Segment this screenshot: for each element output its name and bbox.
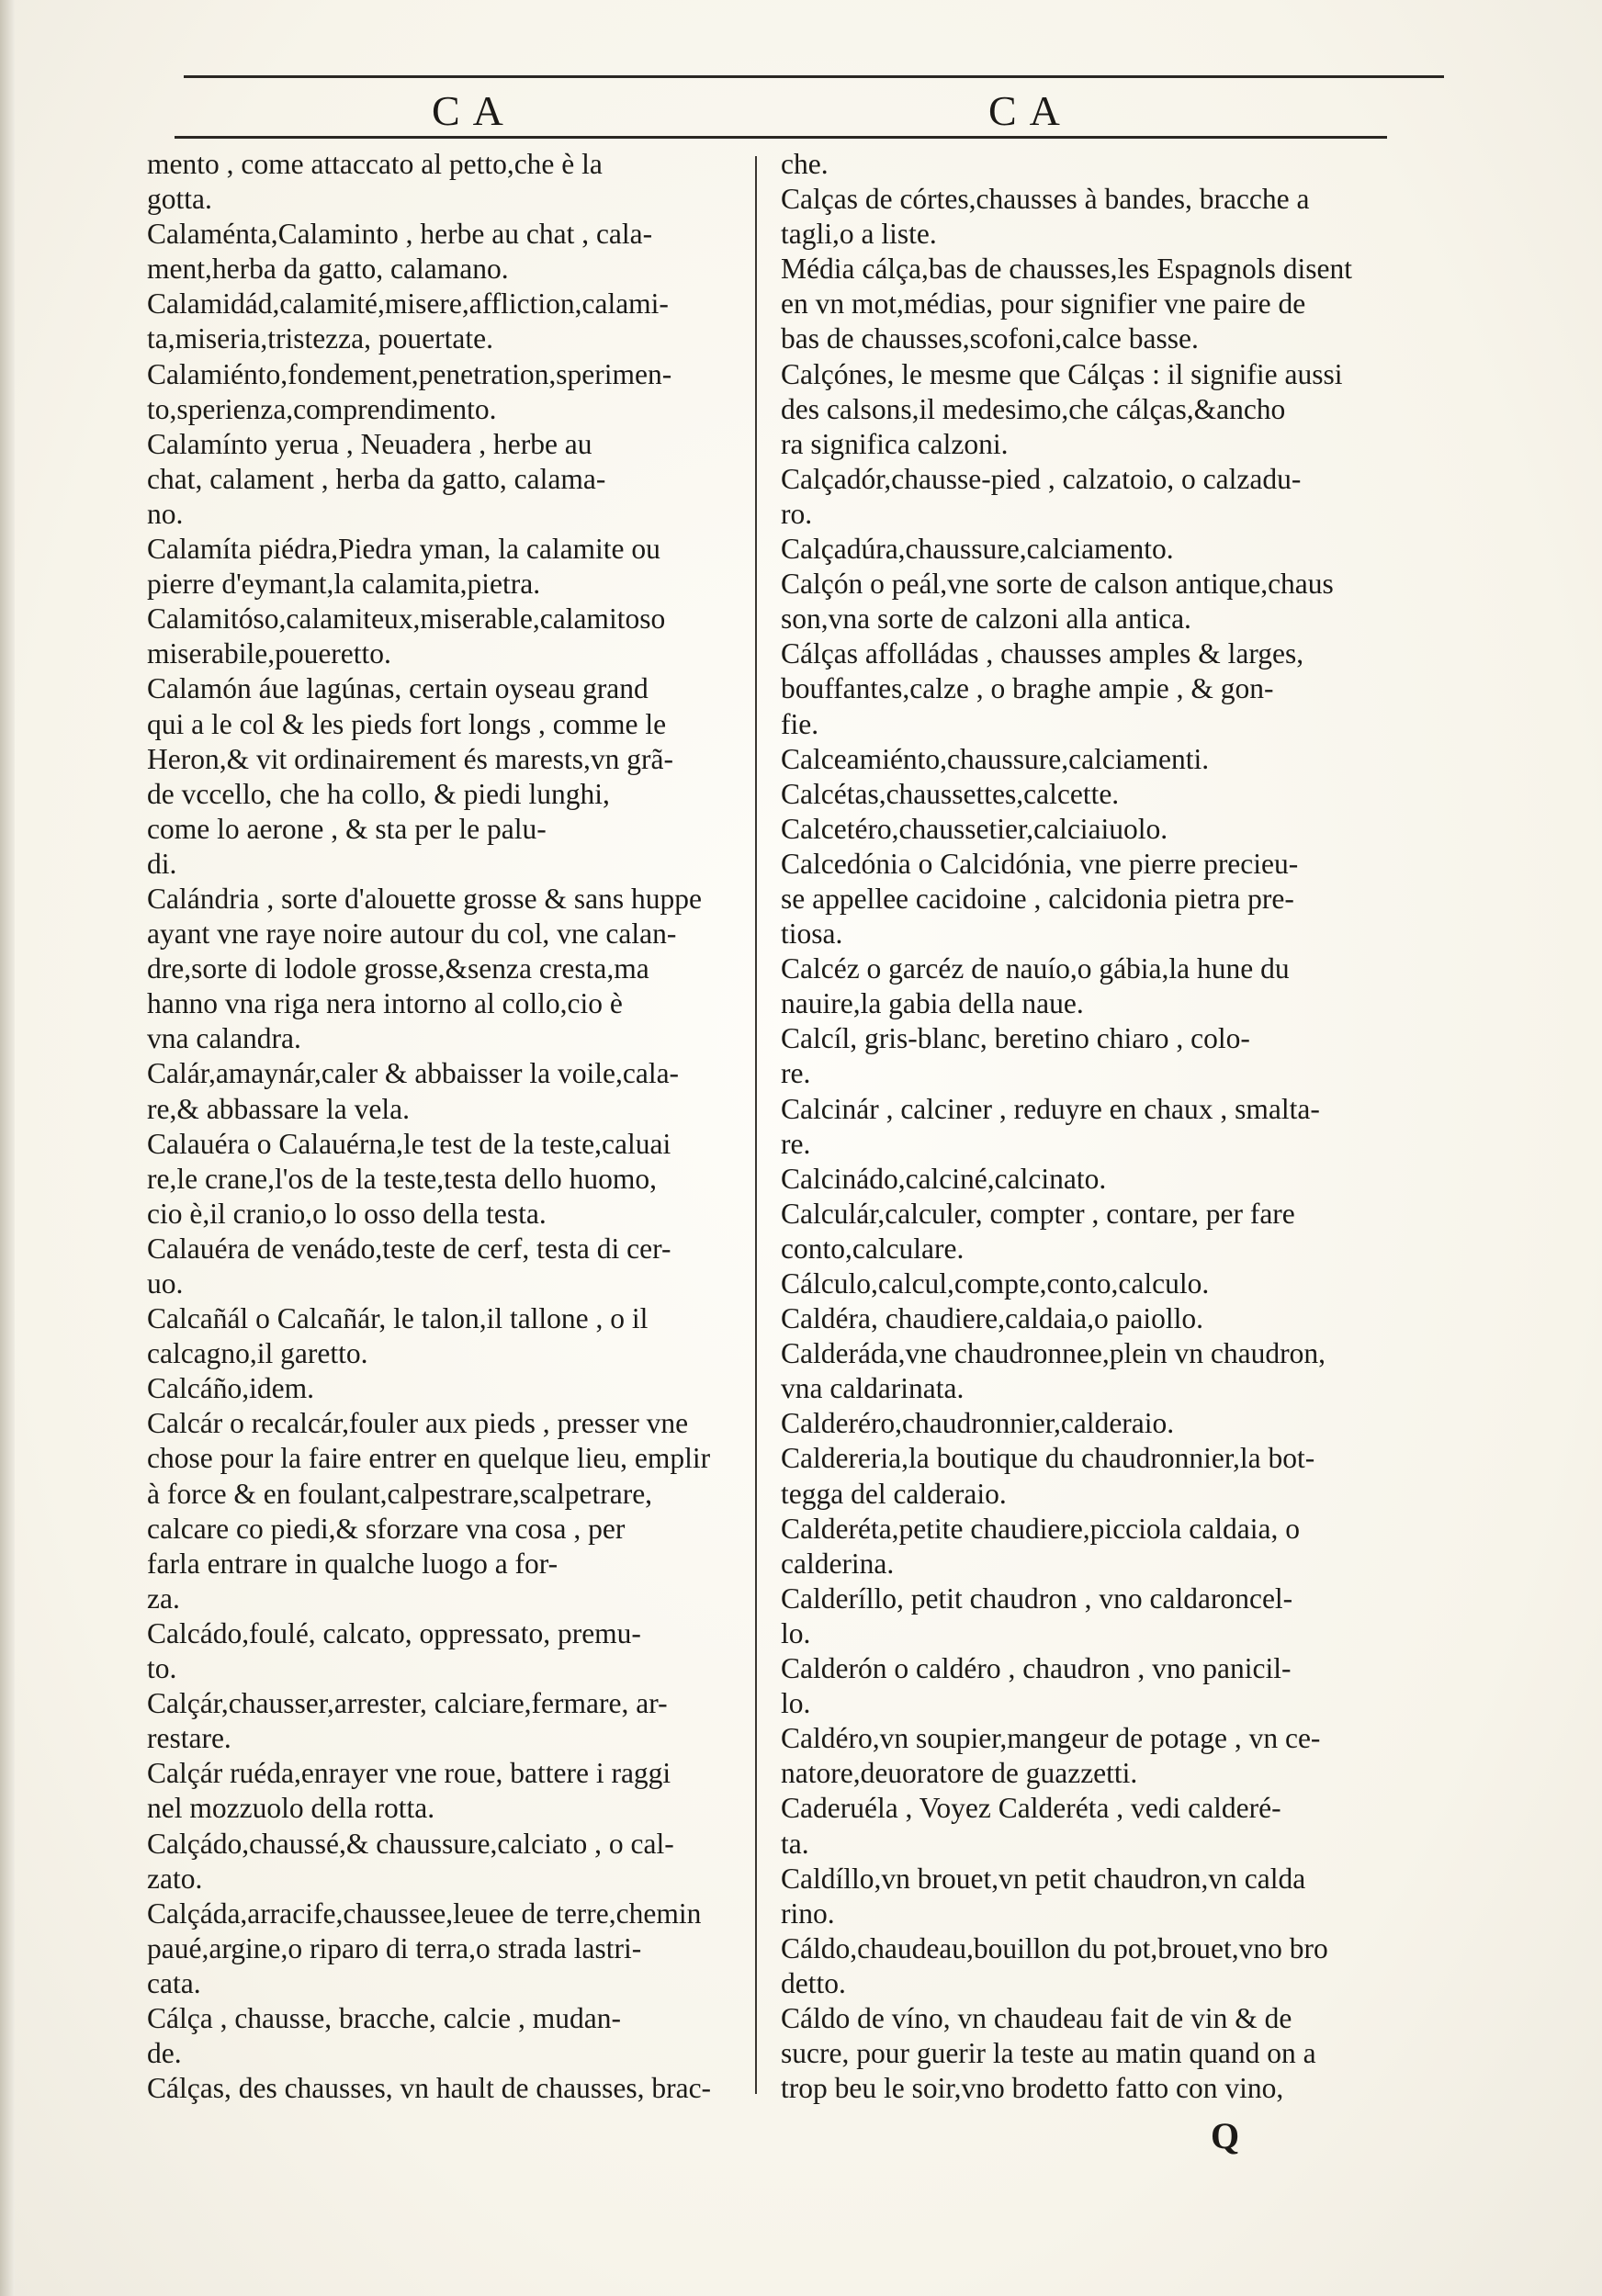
dictionary-line: lo. — [781, 1616, 811, 1649]
dictionary-line: Calamitóso,calamiteux,miserable,calamitoso — [147, 602, 666, 636]
dictionary-line: Calderón o caldéro , chaudron , vno panicil- — [781, 1652, 1292, 1685]
dictionary-line: natore,deuoratore de guazzetti. — [781, 1757, 1138, 1790]
dictionary-line: Média cálça,bas de chausses,les Espagnols disent — [781, 253, 1352, 286]
dictionary-line: che. — [781, 148, 829, 180]
dictionary-line: gotta. — [147, 183, 212, 216]
dictionary-line: cio è,il cranio,o lo osso della testa. — [147, 1197, 547, 1230]
dictionary-line: tiosa. — [781, 917, 843, 951]
dictionary-line: chat, calament , herba da gatto, calama- — [147, 462, 606, 495]
dictionary-line: conto,calculare. — [781, 1232, 965, 1265]
dictionary-line: Calár,amaynár,caler & abbaisser la voile,cala- — [147, 1057, 680, 1090]
dictionary-line: Calcíl, gris-blanc, beretino chiaro , colo- — [781, 1022, 1250, 1055]
dictionary-line: come lo aerone , & sta per le palu- — [147, 812, 547, 845]
dictionary-line: calcare co piedi,& sforzare vna cosa , per — [147, 1512, 626, 1545]
dictionary-line: Calderíllo, petit chaudron , vno caldaroncel- — [781, 1581, 1293, 1615]
dictionary-line: no. — [147, 497, 184, 530]
dictionary-line: Calándria , sorte d'alouette grosse & sans huppe — [147, 882, 703, 915]
dictionary-line: Calculár,calculer, compter , contare, per fare — [781, 1197, 1295, 1230]
dictionary-line: Calçár,chausser,arrester, calciare,fermare, ar- — [147, 1687, 668, 1720]
dictionary-line: to,sperienza,comprendimento. — [147, 392, 497, 425]
dictionary-line: Calcedónia o Calcidónia, vne pierre precieu- — [781, 847, 1299, 880]
dictionary-line: re,& abbassare la vela. — [147, 1092, 410, 1125]
dictionary-line: trop beu le soir,vno brodetto fatto con vino, — [781, 2072, 1284, 2105]
dictionary-line: Cálculo,calcul,compte,conto,calculo. — [781, 1267, 1210, 1300]
dictionary-line: Heron,& vit ordinairement és marests,vn grã- — [147, 742, 673, 775]
dictionary-line: sucre, pour guerir la teste au matin quand on a — [781, 2037, 1316, 2070]
dictionary-line: tagli,o a liste. — [781, 218, 937, 251]
dictionary-line: qui a le col & les pieds fort longs , comme le — [147, 707, 667, 740]
dictionary-line: hanno vna riga nera intorno al collo,cio è — [147, 987, 623, 1020]
dictionary-line: za. — [147, 1581, 180, 1615]
dictionary-line: en vn mot,médias, pour signifier vne paire de — [781, 287, 1306, 321]
dictionary-line: des calsons,il medesimo,che cálças,&ancho — [781, 392, 1286, 425]
dictionary-line: Calamón áue lagúnas, certain oyseau grand — [147, 672, 649, 705]
dictionary-line: cata. — [147, 1966, 201, 1999]
dictionary-line: zato. — [147, 1862, 203, 1895]
dictionary-line: paué,argine,o riparo di terra,o strada lastri- — [147, 1931, 642, 1964]
dictionary-line: to. — [147, 1652, 177, 1685]
dictionary-line: Caderuéla , Voyez Calderéta , vedi calderé- — [781, 1792, 1281, 1825]
dictionary-line: Calças de córtes,chausses à bandes, bracche a — [781, 183, 1310, 216]
dictionary-line: Calcétas,chaussettes,calcette. — [781, 777, 1120, 810]
catchword: Q — [1211, 2115, 1240, 2156]
dictionary-line: ro. — [781, 497, 813, 530]
top-rule — [184, 75, 1444, 78]
dictionary-line: restare. — [147, 1722, 231, 1755]
dictionary-line: de. — [147, 2037, 182, 2070]
dictionary-line: mento , come attaccato al petto,che è la — [147, 148, 603, 180]
dictionary-line: Calceamiénto,chaussure,calciamenti. — [781, 742, 1210, 775]
dictionary-line: Calderéta,petite chaudiere,picciola caldaia, o — [781, 1512, 1300, 1545]
dictionary-line: Calcádo,foulé, calcato, oppressato, premu- — [147, 1616, 641, 1649]
dictionary-line: ra significa calzoni. — [781, 427, 1009, 460]
head-rule — [175, 136, 1387, 139]
dictionary-line: ta. — [781, 1827, 809, 1860]
dictionary-line: Calçadór,chausse-pied , calzatoio, o calzadu- — [781, 462, 1302, 495]
dictionary-line: dre,sorte di lodole grosse,&senza cresta,ma — [147, 952, 649, 985]
dictionary-line: Calderéro,chaudronnier,calderaio. — [781, 1407, 1175, 1440]
dictionary-line: Caldéro,vn soupier,mangeur de potage , vn ce- — [781, 1722, 1321, 1755]
dictionary-line: fie. — [781, 707, 819, 740]
dictionary-line: Calçadúra,chaussure,calciamento. — [781, 533, 1174, 566]
dictionary-line: Caldéra, chaudiere,caldaia,o paiollo. — [781, 1302, 1204, 1335]
dictionary-line: Calauéra de venádo,teste de cerf, testa di cer- — [147, 1232, 671, 1265]
running-head-left: CA — [432, 87, 516, 134]
dictionary-line: son,vna sorte de calzoni alla antica. — [781, 602, 1191, 636]
dictionary-line: Caldereria,la boutique du chaudronnier,la bot- — [781, 1442, 1315, 1475]
dictionary-line: pierre d'eymant,la calamita,pietra. — [147, 568, 541, 601]
dictionary-line: Calcáño,idem. — [147, 1372, 314, 1405]
dictionary-line: re. — [781, 1127, 811, 1160]
dictionary-line: Calcañál o Calcañár, le talon,il tallone , o il — [147, 1302, 649, 1335]
dictionary-line: Calcetéro,chaussetier,calciaiuolo. — [781, 812, 1168, 845]
dictionary-line: Cálças, des chausses, vn hault de chausses, brac- — [147, 2072, 712, 2105]
dictionary-line: Cálças affolládas , chausses amples & larges, — [781, 637, 1304, 670]
dictionary-line: de vccello, che ha collo, & piedi lunghi, — [147, 777, 610, 810]
dictionary-line: detto. — [781, 1966, 846, 1999]
dictionary-line: farla entrare in qualche luogo a for- — [147, 1547, 558, 1580]
dictionary-line: calderina. — [781, 1547, 895, 1580]
dictionary-line: Calauéra o Calauérna,le test de la teste,caluai — [147, 1127, 671, 1160]
dictionary-line: nauire,la gabia della naue. — [781, 987, 1084, 1020]
dictionary-line: vna caldarinata. — [781, 1372, 965, 1405]
dictionary-line: Calamiénto,fondement,penetration,sperimen- — [147, 357, 672, 390]
dictionary-line: chose pour la faire entrer en quelque lieu, emplir — [147, 1442, 711, 1475]
dictionary-line: ta,miseria,tristezza, pouertate. — [147, 322, 493, 355]
dictionary-line: Caldíllo,vn brouet,vn petit chaudron,vn calda — [781, 1862, 1306, 1895]
dictionary-line: uo. — [147, 1267, 184, 1300]
dictionary-line: Calcinádo,calciné,calcinato. — [781, 1162, 1107, 1195]
dictionary-line: bas de chausses,scofoni,calce basse. — [781, 322, 1199, 355]
dictionary-line: Calçón o peál,vne sorte de calson antique,chaus — [781, 568, 1334, 601]
dictionary-line: Calçádo,chaussé,& chaussure,calciato , o cal- — [147, 1827, 674, 1860]
dictionary-line: Calcinár , calciner , reduyre en chaux , smalta- — [781, 1092, 1320, 1125]
dictionary-line: Calamínto yerua , Neuadera , herbe au — [147, 427, 592, 460]
dictionary-line: lo. — [781, 1687, 811, 1720]
dictionary-line: Calaménta,Calaminto , herbe au chat , cala- — [147, 218, 653, 251]
dictionary-line: di. — [147, 847, 177, 880]
dictionary-line: calcagno,il garetto. — [147, 1337, 368, 1370]
dictionary-line: Cáldo,chaudeau,bouillon du pot,brouet,vno bro — [781, 1931, 1328, 1964]
dictionary-line: Calamíta piédra,Piedra yman, la calamite ou — [147, 533, 660, 566]
dictionary-line: rino. — [781, 1896, 835, 1930]
right-column — [781, 147, 1369, 2106]
left-column — [147, 147, 744, 2106]
dictionary-line: Cálça , chausse, bracche, calcie , mudan- — [147, 2001, 621, 2034]
dictionary-line: Calcár o recalcár,fouler aux pieds , presser vne — [147, 1407, 689, 1440]
running-head-right: CA — [988, 87, 1073, 134]
dictionary-line: re. — [781, 1057, 811, 1090]
page-edge-shadow — [0, 0, 15, 2296]
dictionary-line: Calamidád,calamité,misere,affliction,calami- — [147, 287, 669, 321]
dictionary-line: Calçár ruéda,enrayer vne roue, battere i raggi — [147, 1757, 671, 1790]
dictionary-line: Cáldo de víno, vn chaudeau fait de vin & de — [781, 2001, 1292, 2034]
dictionary-line: re,le crane,l'os de la teste,testa dello huomo, — [147, 1162, 657, 1195]
dictionary-line: vna calandra. — [147, 1022, 301, 1055]
dictionary-line: Calderáda,vne chaudronnee,plein vn chaudron, — [781, 1337, 1326, 1370]
dictionary-line: ayant vne raye noire autour du col, vne calan- — [147, 917, 677, 951]
dictionary-line: Calçáda,arracife,chaussee,leuee de terre,chemin — [147, 1896, 702, 1930]
dictionary-line: nel mozzuolo della rotta. — [147, 1792, 435, 1825]
dictionary-line: Calçónes, le mesme que Cálças : il signifie aussi — [781, 357, 1343, 390]
dictionary-line: bouffantes,calze , o braghe ampie , & gon- — [781, 672, 1274, 705]
column-divider — [755, 156, 757, 2094]
dictionary-line: tegga del calderaio. — [781, 1477, 1007, 1510]
dictionary-line: ment,herba da gatto, calamano. — [147, 253, 509, 286]
dictionary-line: se appellee cacidoine , calcidonia pietra pre- — [781, 882, 1294, 915]
dictionary-line: à force & en foulant,calpestrare,scalpetrare, — [147, 1477, 653, 1510]
dictionary-line: Calcéz o garcéz de nauío,o gábia,la hune du — [781, 952, 1290, 985]
dictionary-line: miserabile,poueretto. — [147, 637, 391, 670]
